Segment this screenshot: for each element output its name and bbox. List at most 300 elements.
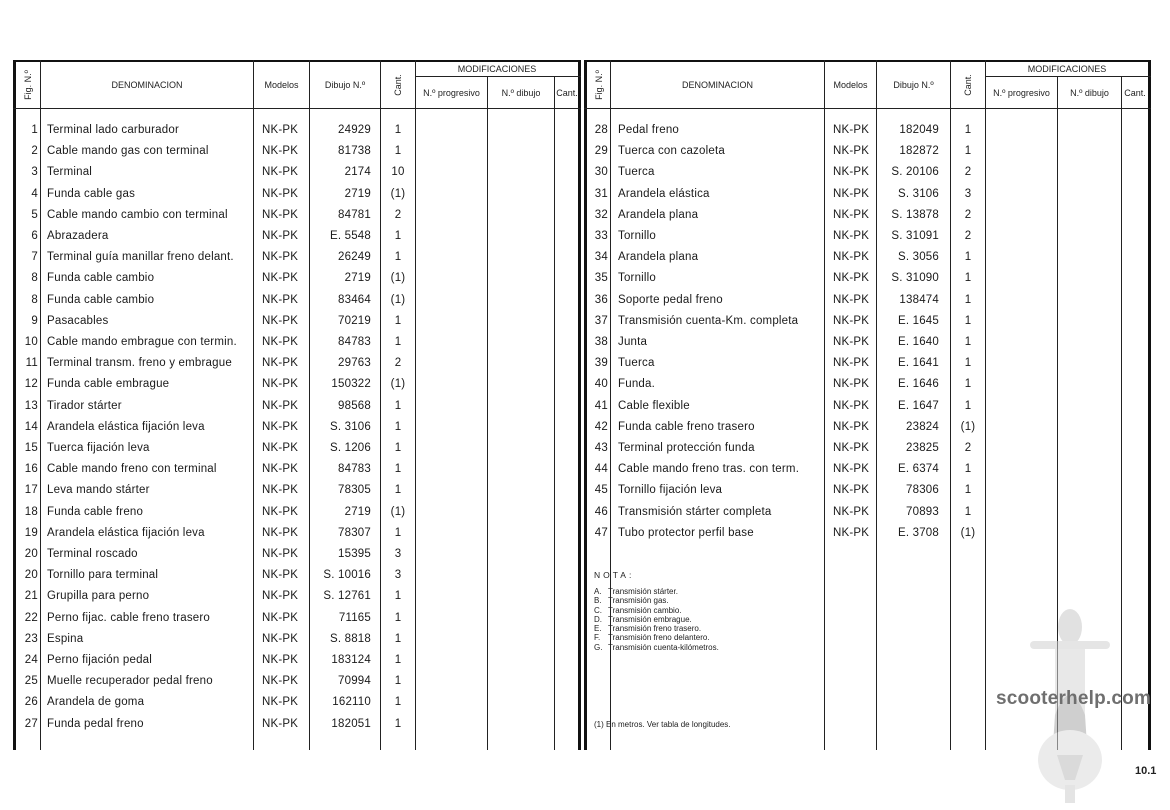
quantity: 3 <box>394 569 402 582</box>
drawing-number: E. 1647 <box>897 399 939 412</box>
quantity: 2 <box>964 208 972 221</box>
quantity: 1 <box>394 590 402 603</box>
table-row <box>13 120 581 141</box>
table-row <box>13 692 581 713</box>
part-name: Transmisión stárter completa <box>618 505 772 518</box>
fig-number: 31 <box>594 187 608 200</box>
header-divider <box>584 108 1151 109</box>
fig-number: 20 <box>24 548 38 560</box>
table-row <box>13 268 581 289</box>
part-name: Cable mando cambio con terminal <box>47 208 228 221</box>
part-name: Abrazadera <box>47 230 109 242</box>
part-models: NK-PK <box>833 526 870 539</box>
quantity: 1 <box>394 145 402 158</box>
part-name: Arandela elástica fijación leva <box>47 526 205 539</box>
part-models: NK-PK <box>262 314 299 327</box>
table-row <box>584 268 1151 289</box>
table-row <box>13 141 581 162</box>
part-name: Perno fijación pedal <box>47 654 153 666</box>
part-models: NK-PK <box>262 505 299 518</box>
part-name: Cable mando freno con terminal <box>47 463 217 476</box>
part-name: Funda cable cambio <box>47 272 155 285</box>
fig-number: 10 <box>24 336 38 348</box>
part-name: Grupilla para perno <box>47 590 150 603</box>
fig-number: 24 <box>24 654 38 666</box>
drawing-number: 162110 <box>332 696 371 709</box>
drawing-number: 183124 <box>331 654 371 666</box>
quantity: 1 <box>394 717 402 730</box>
drawing-number: E. 1641 <box>897 357 939 370</box>
fig-number: 42 <box>594 420 608 433</box>
fig-number: 41 <box>594 399 608 412</box>
part-models: NK-PK <box>262 675 299 688</box>
drawing-number: E. 1646 <box>897 378 939 391</box>
drawing-number: 71165 <box>338 611 371 624</box>
part-models: NK-PK <box>262 632 299 645</box>
part-models: NK-PK <box>262 611 299 624</box>
drawing-number: S. 31090 <box>891 272 939 285</box>
nota-key: A. <box>594 587 602 596</box>
part-name: Tuerca con cazoleta <box>618 145 725 158</box>
fig-number: 11 <box>25 357 38 370</box>
quantity: (1) <box>960 420 976 433</box>
nota-item <box>594 587 719 596</box>
part-name: Arandela elástica fijación leva <box>47 420 205 433</box>
fig-number: 15 <box>24 442 38 454</box>
table-row <box>584 523 1151 544</box>
nota-text: Transmisión freno trasero. <box>608 624 702 634</box>
drawing-number: S. 31091 <box>891 230 939 242</box>
nota-key: B. <box>594 596 602 606</box>
quantity: 1 <box>964 357 972 370</box>
drawing-number: 2719 <box>344 505 371 518</box>
part-models: NK-PK <box>262 166 299 179</box>
fig-number: 17 <box>24 484 38 497</box>
part-models: NK-PK <box>833 420 870 433</box>
fig-number: 40 <box>594 378 608 391</box>
drawing-number: 98568 <box>338 399 371 412</box>
nota-item <box>594 633 719 642</box>
table-row <box>13 523 581 544</box>
table-row <box>584 332 1151 353</box>
fig-number: 26 <box>24 696 38 709</box>
fig-number: 29 <box>594 145 608 158</box>
part-name: Funda cable freno <box>47 505 144 518</box>
quantity: 1 <box>394 611 402 624</box>
header-fig: Fig. N.º <box>23 70 34 100</box>
drawing-number: 78307 <box>338 526 371 539</box>
header-dibujo: Dibujo N.º <box>324 80 366 90</box>
quantity: 1 <box>394 442 402 454</box>
table-row <box>584 502 1151 523</box>
part-models: NK-PK <box>262 357 299 370</box>
part-name: Arandela elástica <box>618 187 710 200</box>
nota-key: C. <box>594 605 602 615</box>
part-models: NK-PK <box>833 208 870 221</box>
watermark-text: scooterhelp.com <box>996 688 1152 709</box>
table-row <box>13 586 581 607</box>
quantity: 1 <box>394 632 402 645</box>
part-name: Transmisión cuenta-Km. completa <box>618 314 799 327</box>
part-models: NK-PK <box>833 357 870 370</box>
drawing-number: 81738 <box>338 145 371 158</box>
drawing-number: E. 5548 <box>329 230 371 242</box>
fig-number: 34 <box>594 251 608 264</box>
part-name: Funda cable gas <box>47 187 136 200</box>
nota-key: G. <box>594 642 603 652</box>
table-row <box>13 565 581 586</box>
fig-number: 12 <box>24 378 38 391</box>
drawing-number: 182872 <box>899 145 939 158</box>
drawing-number: 84783 <box>338 336 371 348</box>
part-models: NK-PK <box>262 208 299 221</box>
fig-number: 32 <box>594 208 608 221</box>
table-row <box>13 544 581 565</box>
drawing-number: S. 3106 <box>329 420 371 433</box>
fig-number: 19 <box>24 526 38 539</box>
nota-key: F. <box>594 633 601 643</box>
drawing-number: 2719 <box>344 187 371 200</box>
part-name: Funda. <box>618 378 656 391</box>
fig-number: 8 <box>31 272 38 285</box>
drawing-number: S. 8818 <box>329 632 371 645</box>
part-name: Terminal roscado <box>47 548 138 560</box>
part-models: NK-PK <box>262 526 299 539</box>
header-modificaciones: MODIFICACIONES <box>1027 64 1107 74</box>
drawing-number: 182049 <box>899 124 939 136</box>
fig-number: 43 <box>594 442 608 454</box>
quantity: 1 <box>394 675 402 688</box>
quantity: 1 <box>964 463 972 476</box>
header-n-progresivo: N.º progresivo <box>993 87 1050 98</box>
quantity: 2 <box>964 166 972 179</box>
quantity: 1 <box>964 293 972 306</box>
header-modelos: Modelos <box>264 80 299 90</box>
table-row <box>13 714 581 735</box>
drawing-number: 182051 <box>331 717 371 730</box>
table-row <box>13 184 581 205</box>
fig-number: 7 <box>31 251 38 264</box>
fig-number: 46 <box>594 505 608 518</box>
nota-text: Transmisión freno delantero. <box>608 633 710 643</box>
part-models: NK-PK <box>262 272 299 285</box>
table-row <box>584 438 1151 459</box>
table-row <box>13 650 581 671</box>
header-cant: Cant. <box>962 74 973 96</box>
quantity: 1 <box>394 526 402 539</box>
quantity: (1) <box>960 526 976 539</box>
fig-number: 27 <box>24 717 38 730</box>
fig-number: 39 <box>594 357 608 370</box>
part-name: Tornillo <box>618 272 657 285</box>
quantity: (1) <box>390 272 406 285</box>
drawing-number: 15395 <box>338 548 371 560</box>
table-row <box>584 226 1151 247</box>
part-models: NK-PK <box>833 166 870 179</box>
header-dibujo: Dibujo N.º <box>893 80 934 90</box>
part-models: NK-PK <box>833 230 870 242</box>
nota-item <box>594 624 719 633</box>
part-name: Funda cable cambio <box>47 293 155 306</box>
table-row <box>584 417 1151 438</box>
drawing-number: 70893 <box>906 505 939 518</box>
table-row <box>13 396 581 417</box>
fig-number: 33 <box>594 230 608 242</box>
nota-item <box>594 643 719 652</box>
drawing-number: S. 1206 <box>329 442 371 454</box>
part-name: Arandela plana <box>618 251 699 264</box>
part-name: Tornillo fijación leva <box>618 484 723 497</box>
fig-number: 4 <box>31 187 38 200</box>
fig-number: 45 <box>594 484 608 497</box>
table-row <box>13 311 581 332</box>
drawing-number: 2719 <box>344 272 371 285</box>
fig-number: 1 <box>31 124 38 136</box>
table-row <box>584 141 1151 162</box>
fig-number: 44 <box>594 463 608 476</box>
quantity: 1 <box>394 696 402 709</box>
part-models: NK-PK <box>833 145 870 158</box>
part-name: Pedal freno <box>618 124 680 136</box>
quantity: 2 <box>394 208 402 221</box>
drawing-number: 150322 <box>331 378 371 391</box>
part-models: NK-PK <box>262 442 299 454</box>
fig-number: 23 <box>24 632 38 645</box>
drawing-number: 83464 <box>338 293 371 306</box>
part-name: Funda pedal freno <box>47 717 144 730</box>
part-name: Funda cable embrague <box>47 378 170 391</box>
part-models: NK-PK <box>833 272 870 285</box>
part-models: NK-PK <box>833 293 870 306</box>
table-row <box>13 438 581 459</box>
table-row <box>13 353 581 374</box>
part-models: NK-PK <box>262 463 299 476</box>
drawing-number: 138474 <box>899 293 939 306</box>
nota-title: NOTA: <box>594 570 635 580</box>
footnote: (1) En metros. Ver tabla de longitudes. <box>594 720 731 729</box>
part-name: Cable flexible <box>618 399 690 412</box>
part-models: NK-PK <box>262 293 299 306</box>
part-name: Espina <box>47 632 84 645</box>
drawing-number: 70994 <box>338 675 371 688</box>
drawing-number: 24929 <box>338 124 371 136</box>
drawing-number: S. 13878 <box>891 208 939 221</box>
part-name: Arandela plana <box>618 208 699 221</box>
quantity: 1 <box>964 484 972 497</box>
quantity: 1 <box>964 251 972 264</box>
table-row <box>13 608 581 629</box>
fig-number: 14 <box>24 420 38 433</box>
part-models: NK-PK <box>833 251 870 264</box>
drawing-number: S. 20106 <box>891 166 939 179</box>
part-models: NK-PK <box>833 505 870 518</box>
quantity: 1 <box>394 336 402 348</box>
table-row <box>13 502 581 523</box>
nota-block <box>594 570 719 652</box>
part-name: Funda cable freno trasero <box>618 420 755 433</box>
drawing-number: E. 6374 <box>897 463 939 476</box>
header-n-dibujo: N.º dibujo <box>501 87 541 98</box>
quantity: 1 <box>964 378 972 391</box>
drawing-number: 2174 <box>344 166 371 179</box>
part-name: Cable mando gas con terminal <box>47 145 209 158</box>
fig-number: 47 <box>594 526 608 539</box>
fig-number: 35 <box>594 272 608 285</box>
fig-number: 18 <box>24 505 38 518</box>
quantity: 1 <box>964 272 972 285</box>
nota-text: Transmisión embrague. <box>608 614 692 624</box>
drawing-number: E. 1640 <box>897 336 939 348</box>
fig-number: 38 <box>594 336 608 348</box>
part-models: NK-PK <box>262 336 299 348</box>
nota-list <box>594 587 719 652</box>
table-row <box>13 290 581 311</box>
quantity: 2 <box>964 442 972 454</box>
header-n-progresivo: N.º progresivo <box>423 87 480 98</box>
part-models: NK-PK <box>833 442 870 454</box>
header-fig: Fig. N.º <box>593 70 604 100</box>
nota-text: Transmisión cambio. <box>608 605 682 615</box>
header-denominacion: DENOMINACION <box>111 80 183 90</box>
part-models: NK-PK <box>833 484 870 497</box>
part-name: Tuerca fijación leva <box>47 442 150 454</box>
part-name: Leva mando stárter <box>47 484 150 497</box>
drawing-number: 78306 <box>906 484 939 497</box>
fig-number: 25 <box>24 675 38 688</box>
part-name: Muelle recuperador pedal freno <box>47 675 213 688</box>
part-models: NK-PK <box>833 124 870 136</box>
part-name: Cable mando embrague con termin. <box>47 336 237 348</box>
quantity: 1 <box>964 145 972 158</box>
table-row <box>584 162 1151 183</box>
table-row <box>13 226 581 247</box>
table-row <box>13 671 581 692</box>
fig-number: 36 <box>594 293 608 306</box>
header-divider <box>13 108 581 109</box>
fig-number: 28 <box>594 124 608 136</box>
part-name: Tuerca <box>618 357 655 370</box>
fig-number: 37 <box>594 314 608 327</box>
part-models: NK-PK <box>262 145 299 158</box>
table-row <box>13 629 581 650</box>
table-row <box>584 459 1151 480</box>
table-row <box>584 290 1151 311</box>
part-name: Perno fijac. cable freno trasero <box>47 611 211 624</box>
table-row <box>584 247 1151 268</box>
table-row <box>584 205 1151 226</box>
part-models: NK-PK <box>262 230 299 242</box>
part-models: NK-PK <box>262 251 299 264</box>
part-models: NK-PK <box>262 654 299 666</box>
nota-item <box>594 606 719 615</box>
part-models: NK-PK <box>833 187 870 200</box>
table-row <box>584 184 1151 205</box>
part-models: NK-PK <box>262 187 299 200</box>
drawing-number: 26249 <box>338 251 371 264</box>
quantity: 1 <box>964 505 972 518</box>
quantity: 1 <box>394 654 402 666</box>
header-mod-cant: Cant. <box>1124 87 1146 98</box>
fig-number: 5 <box>31 208 38 221</box>
fig-number: 30 <box>594 166 608 179</box>
part-name: Junta <box>618 336 648 348</box>
nota-key: D. <box>594 614 602 624</box>
quantity: 1 <box>394 463 402 476</box>
quantity: (1) <box>390 293 406 306</box>
drawing-number: 29763 <box>338 357 371 370</box>
part-name: Tirador stárter <box>47 399 122 412</box>
header-denominacion: DENOMINACION <box>681 80 753 90</box>
part-models: NK-PK <box>833 336 870 348</box>
part-models: NK-PK <box>262 569 299 582</box>
quantity: 1 <box>964 336 972 348</box>
page-number: 10.1 <box>1135 765 1157 777</box>
fig-number: 8 <box>31 293 38 306</box>
quantity: (1) <box>390 378 406 391</box>
drawing-number: 23825 <box>906 442 939 454</box>
part-name: Pasacables <box>47 314 109 327</box>
part-models: NK-PK <box>262 378 299 391</box>
quantity: (1) <box>390 505 406 518</box>
fig-number: 21 <box>24 590 38 603</box>
header-mod-cant: Cant. <box>556 87 578 98</box>
parts-table-left <box>13 60 581 750</box>
quantity: 3 <box>964 187 972 200</box>
drawing-number: 84783 <box>338 463 371 476</box>
fig-number: 6 <box>31 230 38 242</box>
quantity: 3 <box>394 548 402 560</box>
quantity: 1 <box>394 420 402 433</box>
quantity: 1 <box>394 399 402 412</box>
nota-text: Transmisión gas. <box>608 596 669 606</box>
part-name: Tuerca <box>618 166 655 179</box>
part-models: NK-PK <box>262 548 299 560</box>
part-models: NK-PK <box>262 717 299 730</box>
table-row <box>584 396 1151 417</box>
part-models: NK-PK <box>262 124 299 136</box>
drawing-number: 78305 <box>338 484 371 497</box>
table-row <box>13 162 581 183</box>
part-models: NK-PK <box>833 314 870 327</box>
fig-number: 9 <box>31 314 38 327</box>
part-models: NK-PK <box>833 378 870 391</box>
quantity: 10 <box>391 166 405 179</box>
quantity: 1 <box>394 124 402 136</box>
part-name: Terminal guía manillar freno delant. <box>47 251 234 264</box>
fig-number: 16 <box>24 463 38 476</box>
nota-item <box>594 596 719 605</box>
fig-number: 20 <box>24 569 38 582</box>
quantity: 1 <box>394 230 402 242</box>
header-n-dibujo: N.º dibujo <box>1070 87 1109 98</box>
drawing-number: S. 10016 <box>323 569 371 582</box>
table-row <box>13 417 581 438</box>
part-name: Arandela de goma <box>47 696 145 709</box>
quantity: 2 <box>964 230 972 242</box>
quantity: 1 <box>964 399 972 412</box>
part-name: Tubo protector perfil base <box>618 526 754 539</box>
nota-key: E. <box>594 624 602 634</box>
quantity: (1) <box>390 187 406 200</box>
part-name: Tornillo para terminal <box>47 569 159 582</box>
part-name: Soporte pedal freno <box>618 293 723 306</box>
fig-number: 13 <box>24 399 38 412</box>
fig-number: 2 <box>31 145 38 158</box>
quantity: 1 <box>394 484 402 497</box>
part-name: Terminal lado carburador <box>47 124 180 136</box>
table-row <box>584 480 1151 501</box>
part-name: Terminal protección funda <box>618 442 755 454</box>
